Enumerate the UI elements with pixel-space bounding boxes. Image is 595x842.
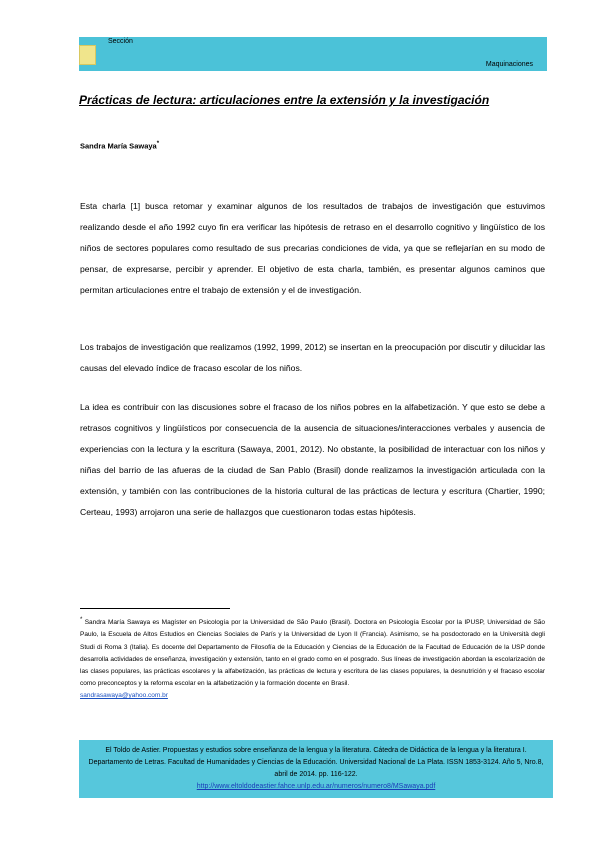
footnote — [80, 614, 545, 703]
header-band — [79, 37, 547, 71]
body-paragraph-2: Los trabajos de investigación que realizamos (1992, 1999, 2012) se insertan en la preocupación por discutir y dilucidar las causas del elevado índice de fracaso escolar de los niños. — [80, 342, 545, 373]
header-section-label: Sección — [108, 38, 133, 45]
footnote-text: Sandra María Sawaya es Magíster en Psicología por la Universidad de São Paulo (Brasil). Doctora en Psicología Escolar por la IPUSP, Universidad de São Paulo, la Escuela de Altos Estudios en Ciencias Sociales de París y la Universidad de Lyon II (Francia). Asimismo, se ha posdoctorado en la Università degli Studi di Roma 3 (Italia). Es docente del Departamento de Filosofía de la Educación y Ciencias de la Educación de la Facultad de Educación de la USP donde desarrolla actividades de enseñanza, investigación y extensión, tanto en el grado como en el posgrado. Sus líneas de investigación abordan la escolarización de las clases populares, las prácticas escolares y la alfabetización, las prácticas de lectura y escritura de las clases populares, la desnutrición y el fracaso escolar como preconceptos y la reforma escolar en la alfabetización y la formación docente en Brasil. — [80, 619, 546, 688]
author-name-text: Sandra María Sawaya — [80, 141, 157, 151]
header-section-name: Maquinaciones — [485, 61, 533, 68]
body-paragraph-3: La idea es contribuir con las discusiones sobre el fracaso de los niños pobres en la alfabetización. Y que esto se debe a retrasos cognitivos y lingüísticos por consecuencia de la ausencia de situaciones/interacciones verbales y ausencia de experiencias con la lectura y la escritura (Sawaya, 2001, 2012). No obstante, la posibilidad de interactuar con los niños y niñas del barrio de las afueras de la ciudad de San Pablo (Brasil) donde realizamos la investigación articulada con la extensión, y también con las contribuciones de la historia cultural de las prácticas de lectura y escritura (Chartier, 1990; Certeau, 1993) arrojaron una serie de hallazgos que cuestionaron todas estas hipótesis. — [80, 402, 545, 517]
body-paragraph-1: Esta charla [1] busca retomar y examinar algunos de los resultados de trabajos de investigación que estuvimos realizando desde el año 1992 cuyo fin era verificar las hipótesis de retraso en el desarrollo cognitivo y lingüístico de los niños de sectores populares como resultado de sus precarias condiciones de vida, ya que se reflejarían en su modo de pensar, de expresarse, percibir y aprender. El objetivo de esta charla, también, es presentar algunos caminos que permitan articulaciones entre el trabajo de extensión y el de investigación. — [80, 201, 545, 295]
author-name — [80, 141, 159, 151]
citation-text: El Toldo de Astier. Propuestas y estudios sobre enseñanza de la lengua y la literatura. Cátedra de Didáctica de la lengua y la literatura I. Departamento de Letras. Facultad de Humanidades y Ciencias de la Educación. Universidad Nacional de La Plata. ISSN 1853-3124. Año 5, Nro.8, abril de 2014. pp. 116-122. — [88, 747, 544, 778]
journal-logo-icon — [79, 45, 96, 65]
footnote-mark: * — [80, 617, 83, 623]
author-footnote-mark[interactable]: * — [156, 141, 160, 147]
article-title: Prácticas de lectura: articulaciones entre la extensión y la investigación — [79, 93, 490, 107]
footnote-email-link[interactable]: sandrasawaya@yahoo.com.br — [80, 692, 168, 700]
citation — [84, 745, 548, 793]
citation-url-link[interactable]: http://www.eltoldodeastier.fahce.unlp.edu.ar/numeros/numero8/MSawaya.pdf — [196, 783, 436, 790]
footnote-divider — [80, 608, 230, 609]
